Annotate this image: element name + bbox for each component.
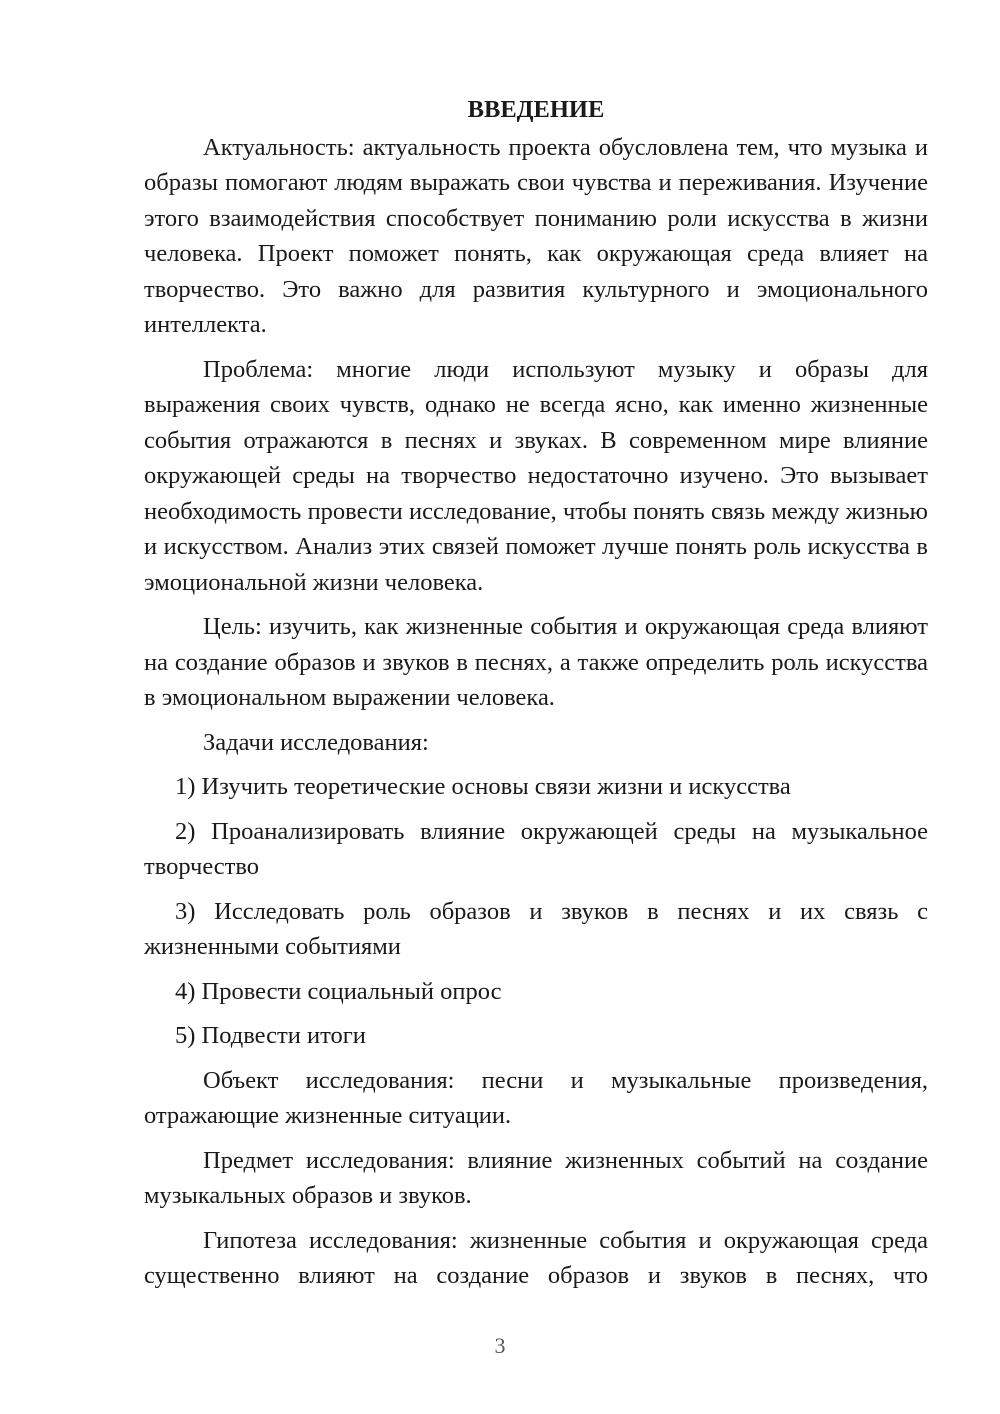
- task-item-1: 1) Изучить теоретические основы связи жизни и искусства: [175, 773, 791, 800]
- tasks-heading: Задачи исследования:: [203, 728, 429, 756]
- paragraph-hypothesis: Гипотеза исследования: жизненные события и окружающая среда существенно влияют на создание образов и звуков в песнях, что: [144, 1226, 928, 1289]
- paragraph-goal: Цель: изучить, как жизненные события и окружающая среда влияют на создание образов и звуков в песнях, а также определить роль искусства в эмоциональном выражении человека.: [144, 613, 928, 711]
- paragraph-relevance: Актуальность: актуальность проекта обусловлена тем, что музыка и образы помогают людям выражать свои чувства и переживания. Изучение этого взаимодействия способствует пониманию роли искусства в жизни человека. Проект поможет понять, как окружающая среда влияет на творчество. Это важно для развития культурного и эмоционального интеллекта.: [144, 133, 928, 338]
- task-item-3: 3) Исследовать роль образов и звуков в песнях и их связь с жизненными событиями: [144, 897, 928, 960]
- page-content: [144, 92, 928, 1303]
- paragraph-problem: Проблема: многие люди используют музыку и образы для выражения своих чувств, однако не всегда ясно, как именно жизненные события отражаются в песнях и звуках. В современном мире влияние окружающей среды на творчество недостаточно изучено. Это вызывает необходимость провести исследование, чтобы понять связь между жизнью и искусством. Анализ этих связей поможет лучше понять роль искусства в эмоциональной жизни человека.: [144, 355, 928, 596]
- paragraph-subject: Предмет исследования: влияние жизненных событий на создание музыкальных образов и звуков.: [144, 1146, 928, 1209]
- page-number: 3: [494, 1333, 506, 1358]
- task-item-4: 4) Провести социальный опрос: [175, 977, 502, 1005]
- page-title: ВВЕДЕНИЕ: [467, 96, 605, 123]
- task-item-2: 2) Проанализировать влияние окружающей среды на музыкальное творчество: [144, 817, 928, 880]
- task-item-5: 5) Подвести итоги: [175, 1022, 366, 1049]
- paragraph-object: Объект исследования: песни и музыкальные произведения, отражающие жизненные ситуации.: [144, 1066, 928, 1129]
